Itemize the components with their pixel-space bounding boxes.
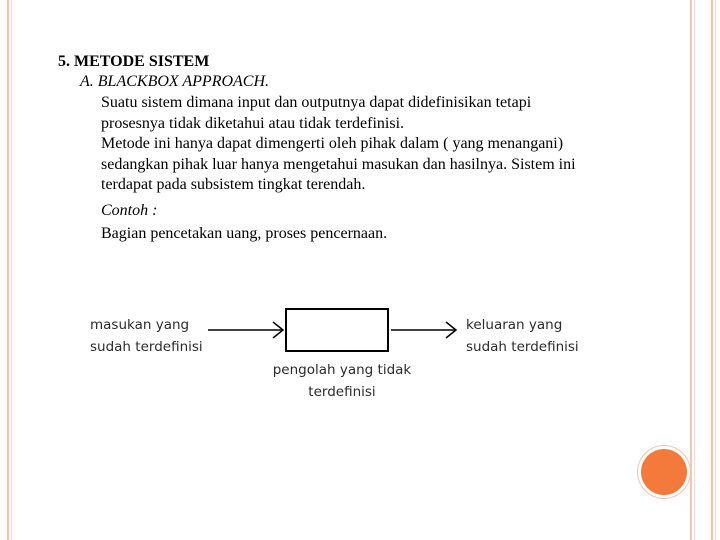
blackbox-diagram — [88, 300, 588, 410]
frame-line-left-inner — [11, 0, 12, 540]
frame-line-right-outer-inner — [715, 0, 716, 540]
text-line: terdapat pada subsistem tingkat terendah. — [101, 176, 366, 193]
process-label-line: terdefinisi — [308, 384, 376, 400]
frame-line-left — [7, 0, 9, 540]
text-line: sedangkan pihak luar hanya mengetahui masukan dan hasilnya. Sistem ini — [101, 155, 576, 173]
output-label-line: keluaran yang — [466, 317, 563, 333]
example-label: Contoh : — [101, 202, 158, 219]
text-line: prosesnya tidak diketahui atau tidak terdefinisi. — [101, 114, 405, 132]
subsection-heading: A. BLACKBOX APPROACH. — [80, 73, 270, 90]
text-line: Suatu sistem dimana input dan outputnya dapat didefinisikan tetapi — [101, 94, 532, 111]
input-label-line: masukan yang — [90, 317, 190, 333]
text-line: Metode ini hanya dapat dimengerti oleh pihak dalam ( yang menangani) — [101, 135, 564, 152]
output-label — [466, 314, 579, 358]
process-label-line: pengolah yang tidak — [272, 362, 412, 378]
decorative-circle — [641, 449, 687, 495]
explanation-paragraph — [101, 134, 576, 196]
section-heading: 5. METODE SISTEM — [58, 53, 210, 70]
frame-line-right-inner — [694, 0, 695, 540]
input-label — [90, 314, 203, 358]
example-text: Bagian pencetakan uang, proses pencernaan. — [101, 225, 388, 242]
frame-line-right-outer — [711, 0, 713, 540]
definition-paragraph — [101, 93, 531, 134]
process-label — [272, 359, 412, 403]
black-box — [285, 308, 389, 352]
output-label-line: sudah terdefinisi — [466, 339, 579, 355]
frame-line-right — [690, 0, 692, 540]
input-label-line: sudah terdefinisi — [90, 339, 203, 355]
